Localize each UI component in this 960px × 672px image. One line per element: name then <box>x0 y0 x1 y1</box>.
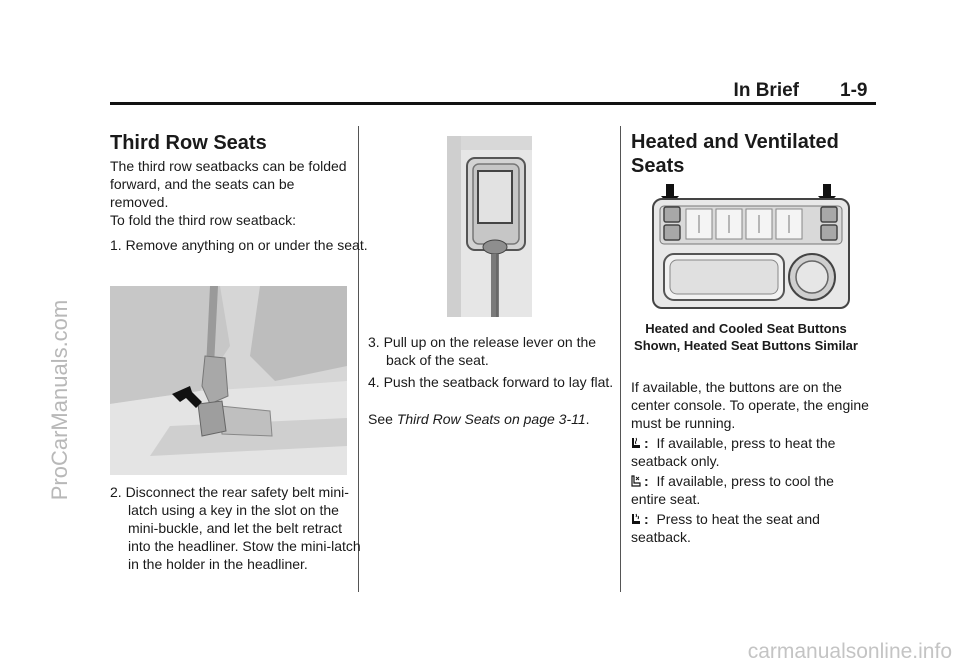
cooled-seat-icon <box>631 475 641 487</box>
section-title: In Brief <box>733 80 799 101</box>
heated-seatback-text: If available, press to heat the seatback only. <box>631 435 836 469</box>
step-1: 1. Remove anything on or under the seat. <box>110 237 368 253</box>
heated-seatback-item <box>631 434 871 470</box>
heated-seat-icon <box>631 513 641 525</box>
see-suffix: . <box>585 411 590 427</box>
bottom-watermark: carmanualsonline.info <box>747 640 952 663</box>
cooled-seat-text: If available, press to cool the entire seat. <box>631 473 834 507</box>
heated-seat-item <box>631 510 871 546</box>
third-row-seats-heading: Third Row Seats <box>110 132 267 154</box>
buttons-availability: If available, the buttons are on the center console. To operate, the engine must be running. <box>631 379 869 431</box>
side-watermark: ProCarManuals.com <box>47 299 72 501</box>
header-rule <box>110 102 876 105</box>
seatbelt-illustration <box>110 286 347 475</box>
heated-seat-sep: : <box>644 511 649 527</box>
release-lever-illustration <box>447 136 532 317</box>
cooled-seat-item <box>631 472 871 508</box>
heated-seatback-sep: : <box>644 435 649 451</box>
cooled-seat-sep: : <box>644 473 649 489</box>
step-2: 2. Disconnect the rear safety belt mini-latch using a key in the slot on the mini-buckle, and let the belt retract into the headliner. Stow the mini-latch in the holder in the headliner. <box>110 484 361 572</box>
heated-ventilated-heading: Heated and Ventilated Seats <box>631 131 839 177</box>
figure-caption: Heated and Cooled Seat Buttons Shown, Heated Seat Buttons Similar <box>634 321 858 353</box>
see-link[interactable]: Third Row Seats on page 3-11 <box>396 411 586 427</box>
page-number: 1-9 <box>840 80 868 101</box>
step-3: 3. Pull up on the release lever on the back of the seat. <box>368 334 597 368</box>
heated-seat-text: Press to heat the seat and seatback. <box>631 511 820 545</box>
seat-buttons-illustration <box>652 182 850 309</box>
see-reference <box>368 410 608 428</box>
see-prefix: See <box>368 411 393 427</box>
heated-seatback-icon <box>631 437 641 449</box>
step-4: 4. Push the seatback forward to lay flat. <box>368 374 614 390</box>
fold-lead: To fold the third row seatback: <box>110 212 296 228</box>
third-row-intro: The third row seatbacks can be folded forward, and the seats can be removed. <box>110 158 347 210</box>
